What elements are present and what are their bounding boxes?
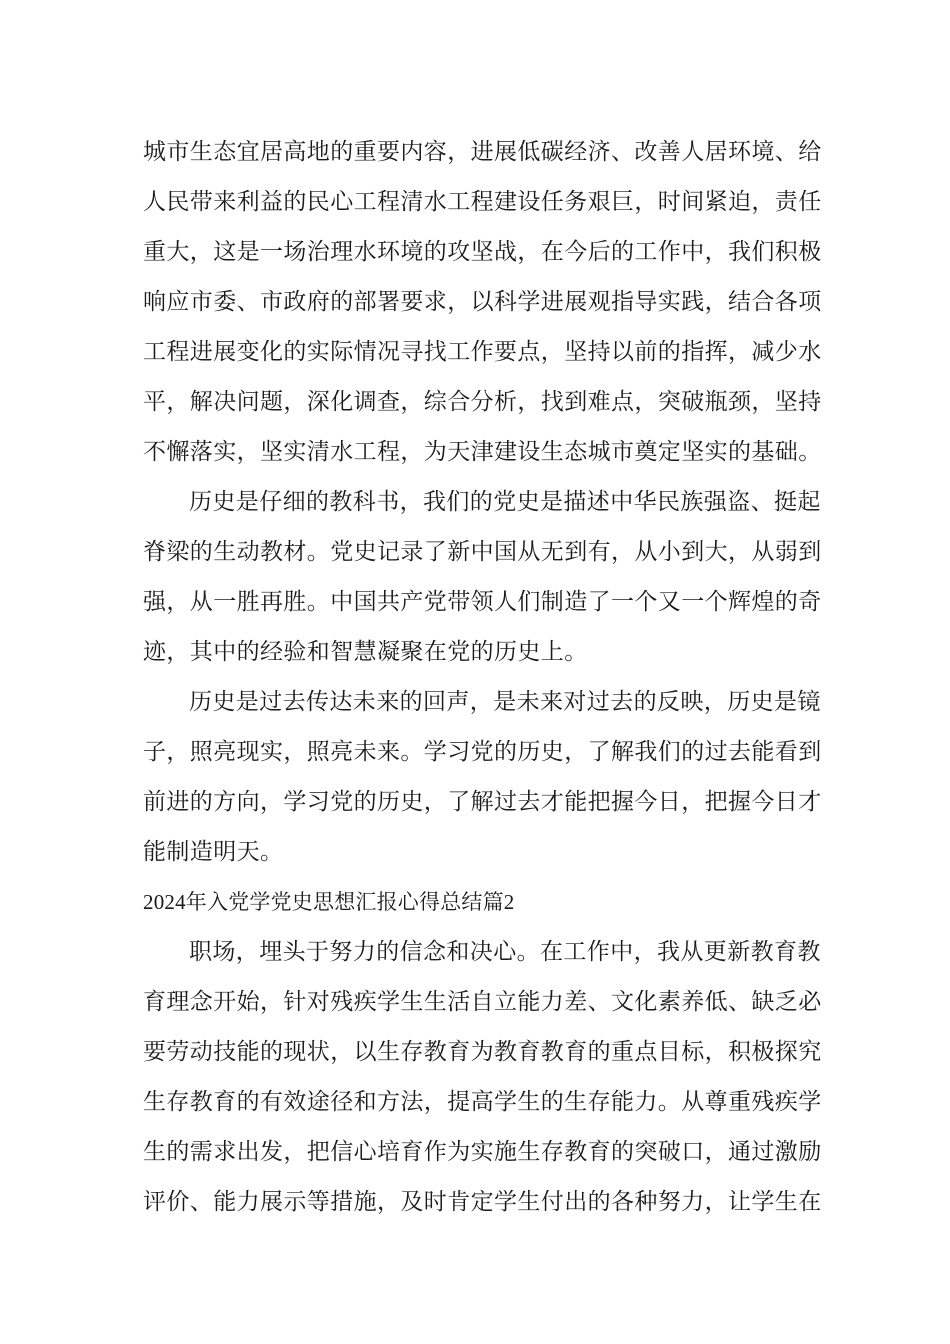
text-line: 职场，埋头于努力的信念和决心。在工作中，我从更新教育教 <box>189 939 821 965</box>
section-heading-block <box>143 877 809 927</box>
text-line: 不懈落实，坚实清水工程，为天津建设生态城市奠定坚实的基础。 <box>143 439 822 465</box>
text-line: 子，照亮现实，照亮未来。学习党的历史，了解我们的过去能看到 <box>143 739 822 765</box>
text-line: 重大，这是一场治理水环境的攻坚战，在今后的工作中，我们积极 <box>143 239 822 265</box>
paragraph-3 <box>143 677 822 877</box>
text-line: 城市生态宜居高地的重要内容，进展低碳经济、改善人居环境、给 <box>143 139 822 165</box>
text-line: 工程进展变化的实际情况寻找工作要点，坚持以前的指挥，减少水 <box>143 339 822 365</box>
text-line: 生存教育的有效途径和方法，提高学生的生存能力。从尊重残疾学 <box>143 1089 822 1115</box>
section-heading: 2024年入党学党史思想汇报心得总结篇2 <box>143 890 515 914</box>
text-line: 前进的方向，学习党的历史，了解过去才能把握今日，把握今日才 <box>143 789 822 815</box>
text-line: 育理念开始，针对残疾学生生活自立能力差、文化素养低、缺乏必 <box>143 989 822 1015</box>
text-line: 生的需求出发，把信心培育作为实施生存教育的突破口，通过激励 <box>143 1139 822 1165</box>
text-line: 历史是过去传达未来的回声，是未来对过去的反映，历史是镜 <box>189 689 821 715</box>
text-line: 响应市委、市政府的部署要求，以科学进展观指导实践，结合各项 <box>143 289 822 315</box>
paragraph-2 <box>143 477 822 677</box>
text-line: 迹，其中的经验和智慧凝聚在党的历史上。 <box>143 639 588 665</box>
paragraph-4 <box>143 927 822 1227</box>
text-line: 脊梁的生动教材。党史记录了新中国从无到有，从小到大，从弱到 <box>143 539 822 565</box>
paragraph-1 <box>143 127 822 477</box>
text-line: 能制造明天。 <box>143 839 284 865</box>
text-line: 人民带来利益的民心工程清水工程建设任务艰巨，时间紧迫，责任 <box>143 189 822 215</box>
text-line: 要劳动技能的现状，以生存教育为教育教育的重点目标，积极探究 <box>143 1039 822 1065</box>
text-line: 平，解决问题，深化调查，综合分析，找到难点，突破瓶颈，坚持 <box>143 389 822 415</box>
text-line: 强，从一胜再胜。中国共产党带领人们制造了一个又一个辉煌的奇 <box>143 589 822 615</box>
text-line: 历史是仔细的教科书，我们的党史是描述中华民族强盗、挺起 <box>189 489 821 515</box>
text-line: 评价、能力展示等措施，及时肯定学生付出的各种努力，让学生在 <box>143 1189 822 1215</box>
